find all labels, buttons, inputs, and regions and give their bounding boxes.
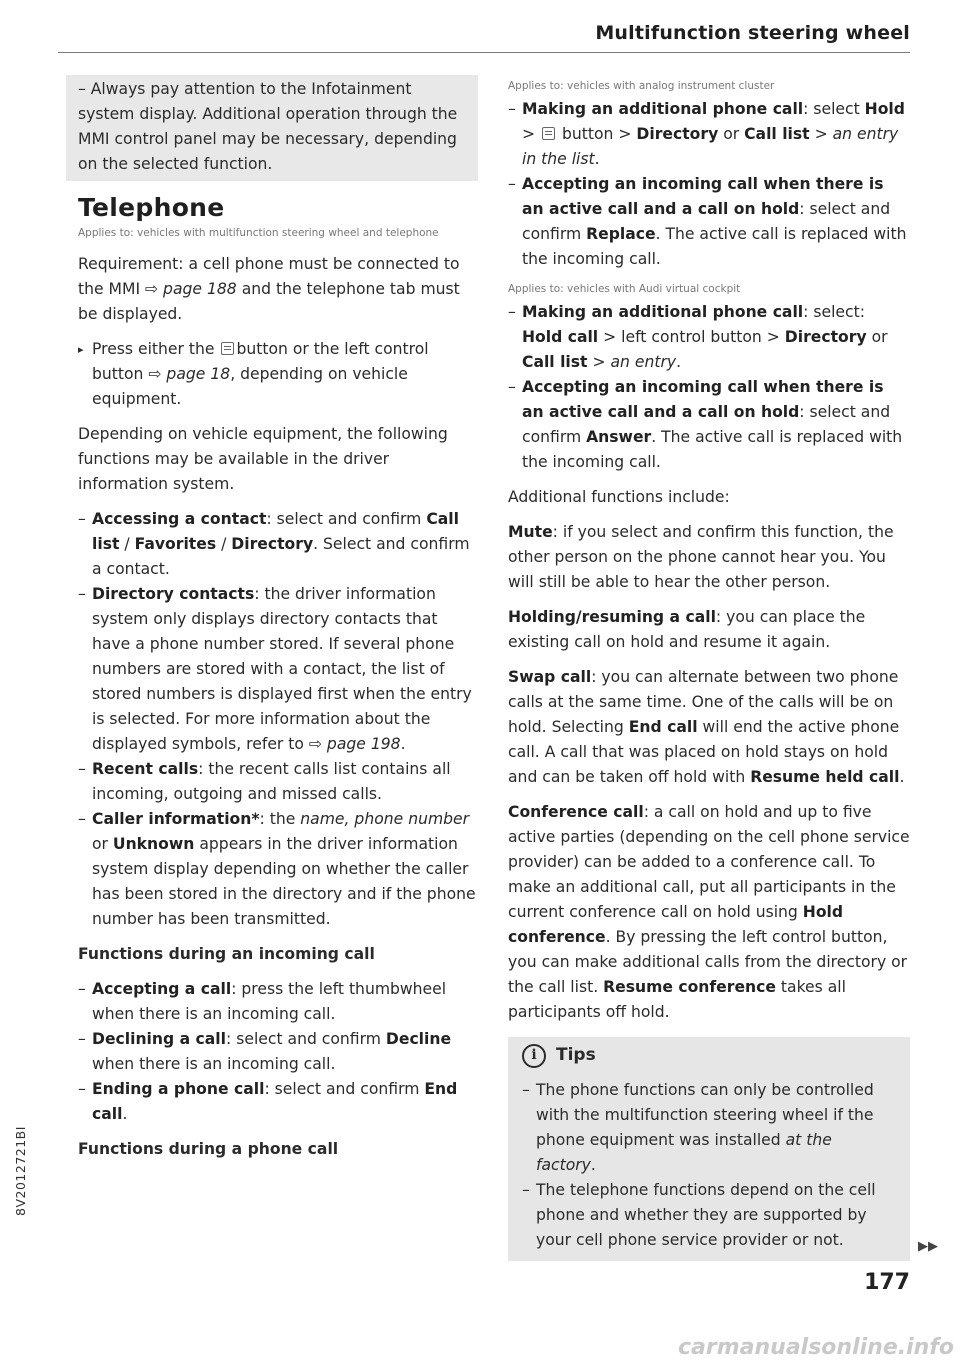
press-a: Press either the: [92, 340, 215, 358]
item-bold: Unknown: [112, 835, 195, 853]
item-bold: End call: [92, 1080, 458, 1123]
item-title: Accepting an incoming call when there is an active call and a call on hold: [522, 175, 884, 218]
press-page-link[interactable]: ⇨ page 18: [148, 365, 231, 383]
item-bold: Favorites: [134, 535, 217, 553]
item-bold: Decline: [385, 1030, 452, 1048]
desc: takes all participants off hold.: [508, 978, 846, 1021]
item-title: Making an additional phone call: [522, 303, 804, 321]
term: Resume held call: [750, 768, 900, 786]
function-list: [78, 507, 478, 932]
desc: . By pressing the left control button, you can make additional calls from the directory or the call list.: [508, 928, 908, 996]
item-text: appears in the driver information system display depending on whether the caller has been stored in the directory and if the phone number has been transmitted.: [92, 835, 476, 928]
phone-call-heading: Functions during a phone call: [78, 1140, 339, 1158]
list-item: [508, 97, 910, 172]
conference-paragraph: [508, 800, 910, 1025]
press-c: , depending on vehicle equipment.: [92, 365, 408, 408]
continue-arrow-icon: ▶▶: [918, 1239, 938, 1254]
tips-heading: [522, 1043, 894, 1068]
item-text: : select and confirm: [266, 510, 427, 528]
applies-note: Applies to: vehicles with analog instrument cluster: [508, 80, 775, 92]
item-text: : select: [803, 100, 865, 118]
press-instruction: [78, 337, 478, 412]
item-text: >: [522, 125, 541, 143]
holding-paragraph: [508, 605, 910, 655]
item-text: or: [866, 328, 888, 346]
item-title: Accepting an incoming call when there is an active call and a call on hold: [522, 378, 884, 421]
list-item: [78, 1027, 478, 1077]
term: Resume conference: [603, 978, 776, 996]
item-italic: name, phone number: [300, 810, 470, 828]
applies-note: Applies to: vehicles with Audi virtual cockpit: [508, 283, 741, 295]
mute-paragraph: [508, 520, 910, 595]
item-title: Ending a phone call: [92, 1080, 265, 1098]
item-text: : select and confirm: [226, 1030, 386, 1048]
item-text: or: [718, 125, 745, 143]
item-text: : select and confirm: [522, 200, 891, 243]
term: Holding/resuming a call: [508, 608, 716, 626]
list-item: [78, 1077, 478, 1127]
menu-button-icon: [542, 127, 555, 140]
list-item: [78, 757, 478, 807]
tips-box: [508, 1037, 938, 1261]
item-bold: Directory: [636, 125, 719, 143]
item-text: : the driver information system only displays directory contacts that have a phone number stored. If several phone numbers are stored with a contact, the list of stored numbers is displayed first when the entry is selected. For more information about the displayed symbols, refer to: [92, 585, 472, 753]
item-text: : the: [259, 810, 301, 828]
term: Conference call: [508, 803, 644, 821]
item-italic: an entry in the list: [522, 125, 899, 168]
item-italic: an entry: [610, 353, 677, 371]
desc: : a call on hold and up to five active parties (depending on the cell phone service provider) can be added to a conference call. To make an additional call, put all participants in the current conference call on hold using: [508, 803, 910, 921]
item-text: . The active call is replaced with the incoming call.: [522, 428, 903, 471]
incoming-list: [78, 977, 478, 1127]
note-text: – Always pay attention to the Infotainment system display. Additional operation through the MMI control panel may be necessary, depending on the selected function.: [78, 80, 458, 173]
tips-title: Tips: [556, 1045, 596, 1065]
item-bold: Call list: [744, 125, 810, 143]
incoming-call-heading: Functions during an incoming call: [78, 945, 375, 963]
item-text: button >: [557, 125, 637, 143]
depending-paragraph: Depending on vehicle equipment, the following functions may be available in the driver information system.: [78, 425, 448, 493]
term: Mute: [508, 523, 553, 541]
item-text: .: [400, 735, 406, 753]
item-text: >: [809, 125, 833, 143]
list-item: [78, 507, 478, 582]
item-text: .: [594, 150, 600, 168]
item-text: >: [587, 353, 611, 371]
list-item: [508, 375, 910, 475]
term: End call: [628, 718, 698, 736]
item-title: Directory contacts: [92, 585, 255, 603]
item-text: . Select and confirm a contact.: [92, 535, 470, 578]
item-text: : select and confirm: [522, 403, 891, 446]
list-item: [78, 977, 478, 1027]
item-bold: Replace: [586, 225, 656, 243]
item-text: : select and confirm: [264, 1080, 425, 1098]
item-title: Recent calls: [92, 760, 199, 778]
item-bold: Answer: [586, 428, 652, 446]
item-text: when there is an incoming call.: [92, 1055, 336, 1073]
applies-note: Applies to: vehicles with multifunction steering wheel and telephone: [78, 227, 439, 239]
tip-item: [522, 1178, 894, 1253]
item-text: : select:: [803, 303, 865, 321]
list-item: [508, 172, 910, 272]
additional-functions: Additional functions include:: [508, 488, 730, 506]
press-b: button or the left control button: [92, 340, 429, 383]
tip-item: [522, 1078, 894, 1178]
requirement-paragraph: [78, 252, 478, 327]
item-title: Declining a call: [92, 1030, 227, 1048]
tip-text: The telephone functions depend on the cell phone and whether they are supported by your cell phone service provider or not.: [536, 1181, 876, 1249]
item-title: Caller information*: [92, 810, 260, 828]
page-number: 177: [864, 1270, 910, 1295]
item-page-link[interactable]: ⇨ page 198: [308, 735, 401, 753]
req-page-link[interactable]: ⇨ page 188: [145, 280, 237, 298]
tip-text: The phone functions can only be controlled with the multifunction steering wheel if the phone equipment was installed: [536, 1081, 874, 1149]
item-bold: Hold call: [522, 328, 599, 346]
desc: .: [899, 768, 905, 786]
desc: will end the active phone call. A call that was placed on hold stays on hold and can be taken off hold with: [508, 718, 900, 786]
term: Hold conference: [508, 903, 844, 946]
note-box: [66, 75, 478, 181]
item-title: Accepting a call: [92, 980, 232, 998]
req-text: Requirement: a cell phone must be connected to the MMI: [78, 255, 460, 298]
req-rest: and the telephone tab must be displayed.: [78, 280, 460, 323]
item-bold: Call list: [92, 510, 459, 553]
item-text: .: [122, 1105, 128, 1123]
item-text: : the recent calls list contains all incoming, outgoing and missed calls.: [92, 760, 451, 803]
desc: : you can alternate between two phone calls at the same time. One of the calls will be on hold. Selecting: [508, 668, 899, 736]
tip-text: .: [590, 1156, 596, 1174]
item-text: /: [216, 535, 232, 553]
item-text: . The active call is replaced with the incoming call.: [522, 225, 907, 268]
info-icon: i: [522, 1044, 546, 1068]
item-text: > left control button >: [598, 328, 785, 346]
header-rule: [58, 52, 910, 53]
swap-paragraph: [508, 665, 910, 790]
item-bold: Hold: [864, 100, 905, 118]
page-header-title: Multifunction steering wheel: [595, 22, 910, 44]
list-item: [78, 582, 478, 757]
item-title: Accessing a contact: [92, 510, 267, 528]
section-title: Telephone: [78, 193, 225, 222]
list-item: [78, 807, 478, 932]
item-text: /: [119, 535, 135, 553]
list-item: [508, 300, 910, 375]
desc: : if you select and confirm this function, the other person on the phone cannot hear you. You will still be able to hear the other person.: [508, 523, 894, 591]
left-column: [78, 75, 478, 1172]
item-bold: Call list: [522, 353, 588, 371]
term: Swap call: [508, 668, 592, 686]
document-code: 8V2012721BI: [13, 1126, 28, 1216]
item-bold: Directory: [784, 328, 867, 346]
item-text: .: [676, 353, 682, 371]
tip-italic: at the factory: [536, 1131, 832, 1174]
watermark: carmanualsonline.info: [678, 1335, 954, 1360]
item-text: or: [92, 835, 113, 853]
menu-button-icon: [221, 342, 234, 355]
right-column: [508, 75, 938, 1261]
desc: : you can place the existing call on hold and resume it again.: [508, 608, 866, 651]
item-bold: Directory: [231, 535, 314, 553]
item-title: Making an additional phone call: [522, 100, 804, 118]
item-text: : press the left thumbwheel when there is an incoming call.: [92, 980, 447, 1023]
